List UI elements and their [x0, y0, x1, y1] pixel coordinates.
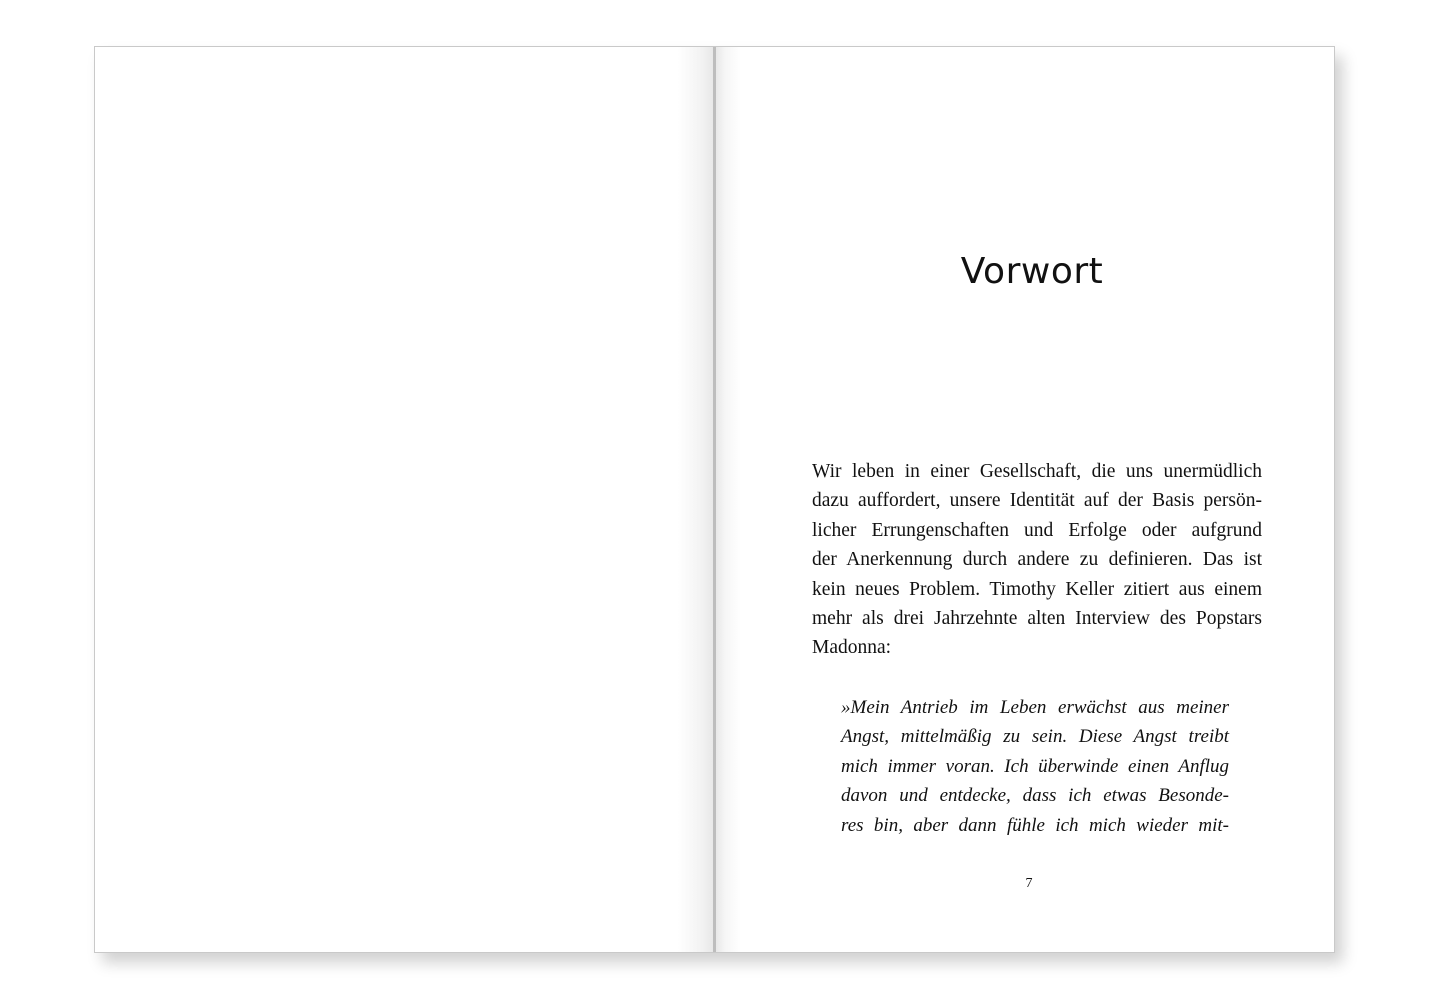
- quote-line: davon und entdecke, dass ich etwas Besonde-: [841, 785, 1229, 807]
- quote-line: »Mein Antrieb im Leben erwächst aus meiner: [841, 697, 1229, 718]
- quote-line: Angst, mittelmäßig zu sein. Diese Angst treibt: [841, 726, 1229, 748]
- block-quote: [841, 693, 1229, 840]
- body-line: mehr als drei Jahrzehnte alten Interview des Popstars: [812, 608, 1262, 630]
- body-line: Madonna:: [812, 637, 892, 659]
- body-line: Wir leben in einer Gesellschaft, die uns unermüdlich: [812, 461, 1262, 482]
- quote-line: mich immer voran. Ich überwinde einen Anflug: [841, 755, 1229, 777]
- body-paragraph: [812, 457, 1262, 663]
- right-page: [716, 47, 1334, 952]
- body-line: dazu auffordert, unsere Identität auf der Basis persön-: [812, 490, 1262, 512]
- body-line: der Anerkennung durch andere zu definieren. Das ist: [812, 549, 1262, 571]
- quote-line: res bin, aber dann fühle ich mich wieder mit-: [841, 814, 1229, 836]
- body-line: kein neues Problem. Timothy Keller zitiert aus einem: [812, 578, 1262, 600]
- body-line: licher Errungenschaften und Erfolge oder aufgrund: [812, 519, 1262, 541]
- chapter-title: Vorwort: [960, 251, 1104, 292]
- left-page: [95, 47, 715, 952]
- book-spread: [94, 46, 1335, 953]
- page-number: 7: [1025, 876, 1033, 891]
